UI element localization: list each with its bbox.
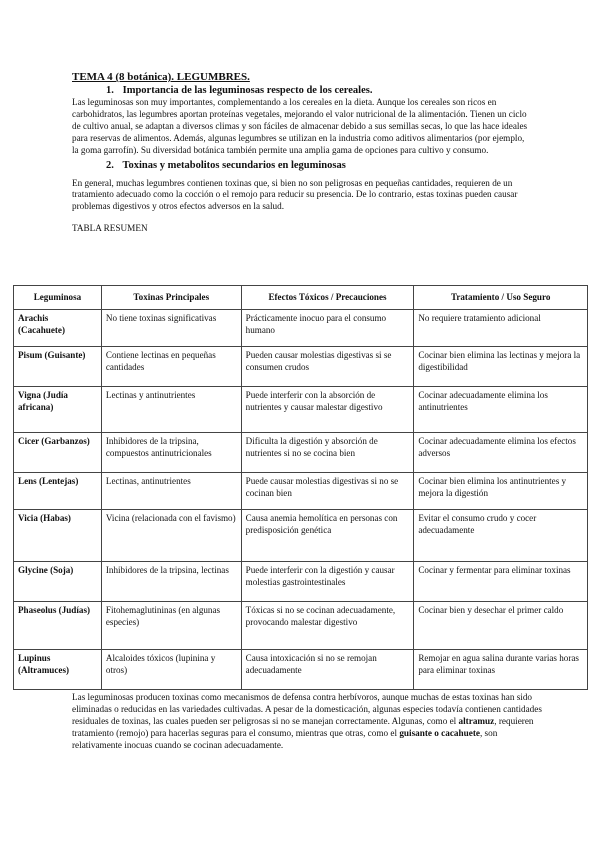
document-body xyxy=(72,71,532,234)
cell-leguminosa: Lens (Lentejas) xyxy=(14,473,102,510)
cell-tratamiento: Cocinar bien elimina los antinutrientes y mejora la digestión xyxy=(414,473,588,510)
table-row xyxy=(14,347,588,387)
cell-tratamiento: Remojar en agua salina durante varias horas para eliminar toxinas xyxy=(414,650,588,690)
section-1-body: Las leguminosas son muy importantes, complementando a los cereales en la dieta. Aunque los cereales son ricos en carbohidratos, las legumbres aportan proteínas vegetales, mejorando el valor nutricional de la alimentación. Tienen un ciclo de cultivo anual, se adaptan a diversos climas y son fáciles de almacenar debido a sus semillas secas, lo que las hace ideales para reservas de alimentos. Además, algunas legumbres se utilizan en la industria como aditivos alimentarios (por ejemplo, la goma garrofín). Su diversidad botánica también permite una amplia gama de opciones para cultivo y consumo. xyxy=(72,97,528,155)
cell-tratamiento: Cocinar adecuadamente elimina los antinutrientes xyxy=(414,387,588,433)
cell-toxinas: Inhibidores de la tripsina, compuestos antinutricionales xyxy=(101,433,241,473)
page-title: TEMA 4 (8 botánica). LEGUMBRES. xyxy=(72,71,250,83)
table-row xyxy=(14,433,588,473)
table-row xyxy=(14,473,588,510)
cell-toxinas: Alcaloides tóxicos (lupinina y otros) xyxy=(101,650,241,690)
cell-efectos: Causa anemia hemolítica en personas con predisposición genética xyxy=(241,510,414,562)
section-2-heading-text: Toxinas y metabolitos secundarios en leguminosas xyxy=(122,159,346,171)
cell-leguminosa: Phaseolus (Judías) xyxy=(14,602,102,650)
table-row xyxy=(14,650,588,690)
header-tratamiento: Tratamiento / Uso Seguro xyxy=(414,286,588,310)
cell-efectos: Causa intoxicación si no se remojan adecuadamente xyxy=(241,650,414,690)
section-1-number: 1. xyxy=(106,85,114,96)
cell-toxinas: Contiene lectinas en pequeñas cantidades xyxy=(101,347,241,387)
closing-bold-guisante: guisante o cacahuete xyxy=(399,727,480,738)
cell-leguminosa: Glycine (Soja) xyxy=(14,562,102,602)
cell-efectos: Tóxicas si no se cocinan adecuadamente, provocando malestar digestivo xyxy=(241,602,414,650)
cell-toxinas: No tiene toxinas significativas xyxy=(101,310,241,347)
cell-tratamiento: No requiere tratamiento adicional xyxy=(414,310,588,347)
closing-text-3: , son relativamente inocuas cuando se cocinan adecuadamente. xyxy=(72,727,498,750)
header-toxinas: Toxinas Principales xyxy=(101,286,241,310)
cell-toxinas: Vicina (relacionada con el favismo) xyxy=(101,510,241,562)
summary-table xyxy=(13,285,588,690)
cell-efectos: Prácticamente inocuo para el consumo humano xyxy=(241,310,414,347)
section-2-number: 2. xyxy=(106,159,114,171)
cell-toxinas: Inhibidores de la tripsina, lectinas xyxy=(101,562,241,602)
table-row xyxy=(14,602,588,650)
section-1-heading xyxy=(106,84,532,97)
cell-toxinas: Lectinas, antinutrientes xyxy=(101,473,241,510)
cell-tratamiento: Cocinar y fermentar para eliminar toxinas xyxy=(414,562,588,602)
cell-leguminosa: Lupinus (Altramuces) xyxy=(14,650,102,690)
cell-efectos: Puede interferir con la absorción de nutrientes y causar malestar digestivo xyxy=(241,387,414,433)
header-leguminosa: Leguminosa xyxy=(14,286,102,310)
cell-leguminosa: Vigna (Judía africana) xyxy=(14,387,102,433)
cell-tratamiento: Cocinar bien y desechar el primer caldo xyxy=(414,602,588,650)
cell-leguminosa: Arachis (Cacahuete) xyxy=(14,310,102,347)
cell-toxinas: Fitohemaglutininas (en algunas especies) xyxy=(101,602,241,650)
cell-toxinas: Lectinas y antinutrientes xyxy=(101,387,241,433)
header-efectos: Efectos Tóxicos / Precauciones xyxy=(241,286,414,310)
table-row xyxy=(14,310,588,347)
closing-text-2: , requieren tratamiento (remojo) para hacerlas seguras para el consumo, mientras que otras, como el xyxy=(72,715,534,738)
table-row xyxy=(14,562,588,602)
cell-efectos: Puede causar molestias digestivas si no se cocinan bien xyxy=(241,473,414,510)
table-row xyxy=(14,510,588,562)
cell-leguminosa: Pisum (Guisante) xyxy=(14,347,102,387)
table-row xyxy=(14,387,588,433)
cell-leguminosa: Vicia (Habas) xyxy=(14,510,102,562)
closing-bold-altramuz: altramuz xyxy=(458,715,495,726)
section-1-heading-text: Importancia de las leguminosas respecto de los cereales. xyxy=(122,85,373,96)
section-2-heading xyxy=(106,159,532,172)
cell-tratamiento: Cocinar bien elimina las lectinas y mejora la digestibilidad xyxy=(414,347,588,387)
cell-efectos: Pueden causar molestias digestivas si se consumen crudos xyxy=(241,347,414,387)
section-2-body: En general, muchas legumbres contienen toxinas que, si bien no son peligrosas en pequeñas cantidades, requieren de un tratamiento adecuado como la cocción o el remojo para reducir su presencia. De lo contrario, estas toxinas pueden causar problemas digestivos y otros efectos adversos en la salud. xyxy=(72,177,518,212)
table-label: TABLA RESUMEN xyxy=(72,223,148,234)
closing-text-1: Las leguminosas producen toxinas como mecanismos de defensa contra herbívoros, aunque muchas de estas toxinas han sido eliminadas o reducidas en las variedades cultivadas. A pesar de la domesticación, algunas especies todavía contienen cantidades residuales de toxinas, las cuales pueden ser peligrosas si no se manejan correctamente. Algunas, como el xyxy=(72,692,542,726)
cell-leguminosa: Cicer (Garbanzos) xyxy=(14,433,102,473)
cell-efectos: Dificulta la digestión y absorción de nutrientes si no se cocina bien xyxy=(241,433,414,473)
cell-tratamiento: Cocinar adecuadamente elimina los efectos adversos xyxy=(414,433,588,473)
cell-efectos: Puede interferir con la digestión y causar molestias gastrointestinales xyxy=(241,562,414,602)
table-header-row xyxy=(14,286,588,310)
closing-paragraph xyxy=(72,692,542,752)
cell-tratamiento: Evitar el consumo crudo y cocer adecuadamente xyxy=(414,510,588,562)
